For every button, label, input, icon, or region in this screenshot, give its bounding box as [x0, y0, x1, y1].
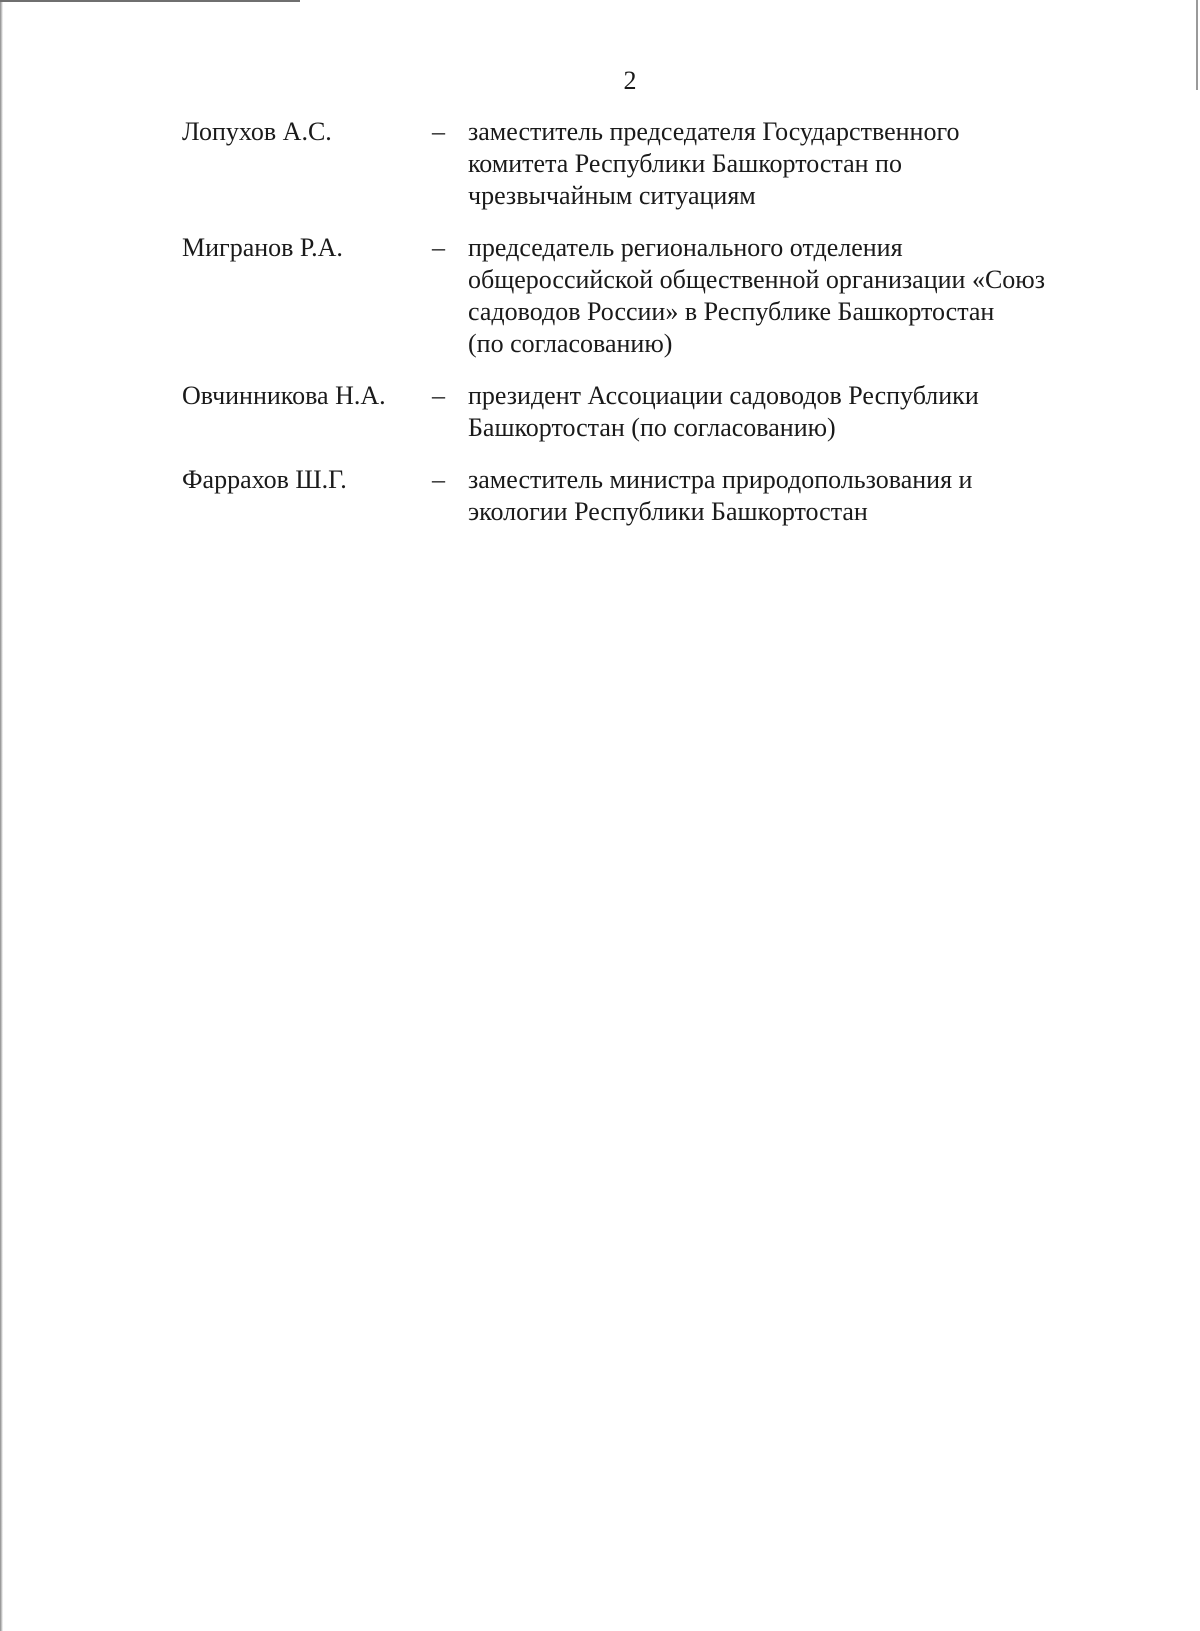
member-dash: –: [432, 381, 445, 410]
page-number: 2: [623, 66, 637, 95]
member-name: Овчинникова Н.А.: [182, 381, 386, 410]
member-name: Мигранов Р.А.: [182, 233, 343, 262]
member-row: [182, 464, 1112, 528]
member-role-line: заместитель министра природопользования и: [468, 465, 973, 494]
member-role: [468, 116, 1112, 212]
member-role-line: комитета Республики Башкортостан по: [468, 149, 902, 178]
member-name: Фаррахов Ш.Г.: [182, 465, 347, 494]
scan-top-rule: [0, 0, 300, 2]
member-name: Лопухов А.С.: [182, 117, 332, 146]
member-role-line: чрезвычайным ситуациям: [468, 181, 756, 210]
member-role-line: заместитель председателя Государственного: [468, 117, 960, 146]
member-dash: –: [432, 465, 445, 494]
member-dash: –: [432, 233, 445, 262]
member-dash: –: [432, 117, 445, 146]
member-role: [468, 380, 1112, 444]
commission-member-list: [182, 116, 1112, 528]
member-role-line: Башкортостан (по согласованию): [468, 413, 836, 442]
member-role: [468, 464, 1112, 528]
member-role-line: общероссийской общественной организации «Союз: [468, 265, 1045, 294]
scan-right-mark: [1196, 0, 1198, 90]
member-role-line: экологии Республики Башкортостан: [468, 497, 868, 526]
member-role-line: председатель регионального отделения: [468, 233, 903, 262]
member-role-line: президент Ассоциации садоводов Республики: [468, 381, 979, 410]
member-role-line: (по согласованию): [468, 329, 673, 358]
member-role: [468, 232, 1112, 360]
scan-binding-edge: [0, 0, 3, 1631]
member-row: [182, 380, 1112, 444]
member-row: [182, 232, 1112, 360]
member-role-line: садоводов России» в Республике Башкортостан: [468, 297, 995, 326]
member-row: [182, 116, 1112, 212]
